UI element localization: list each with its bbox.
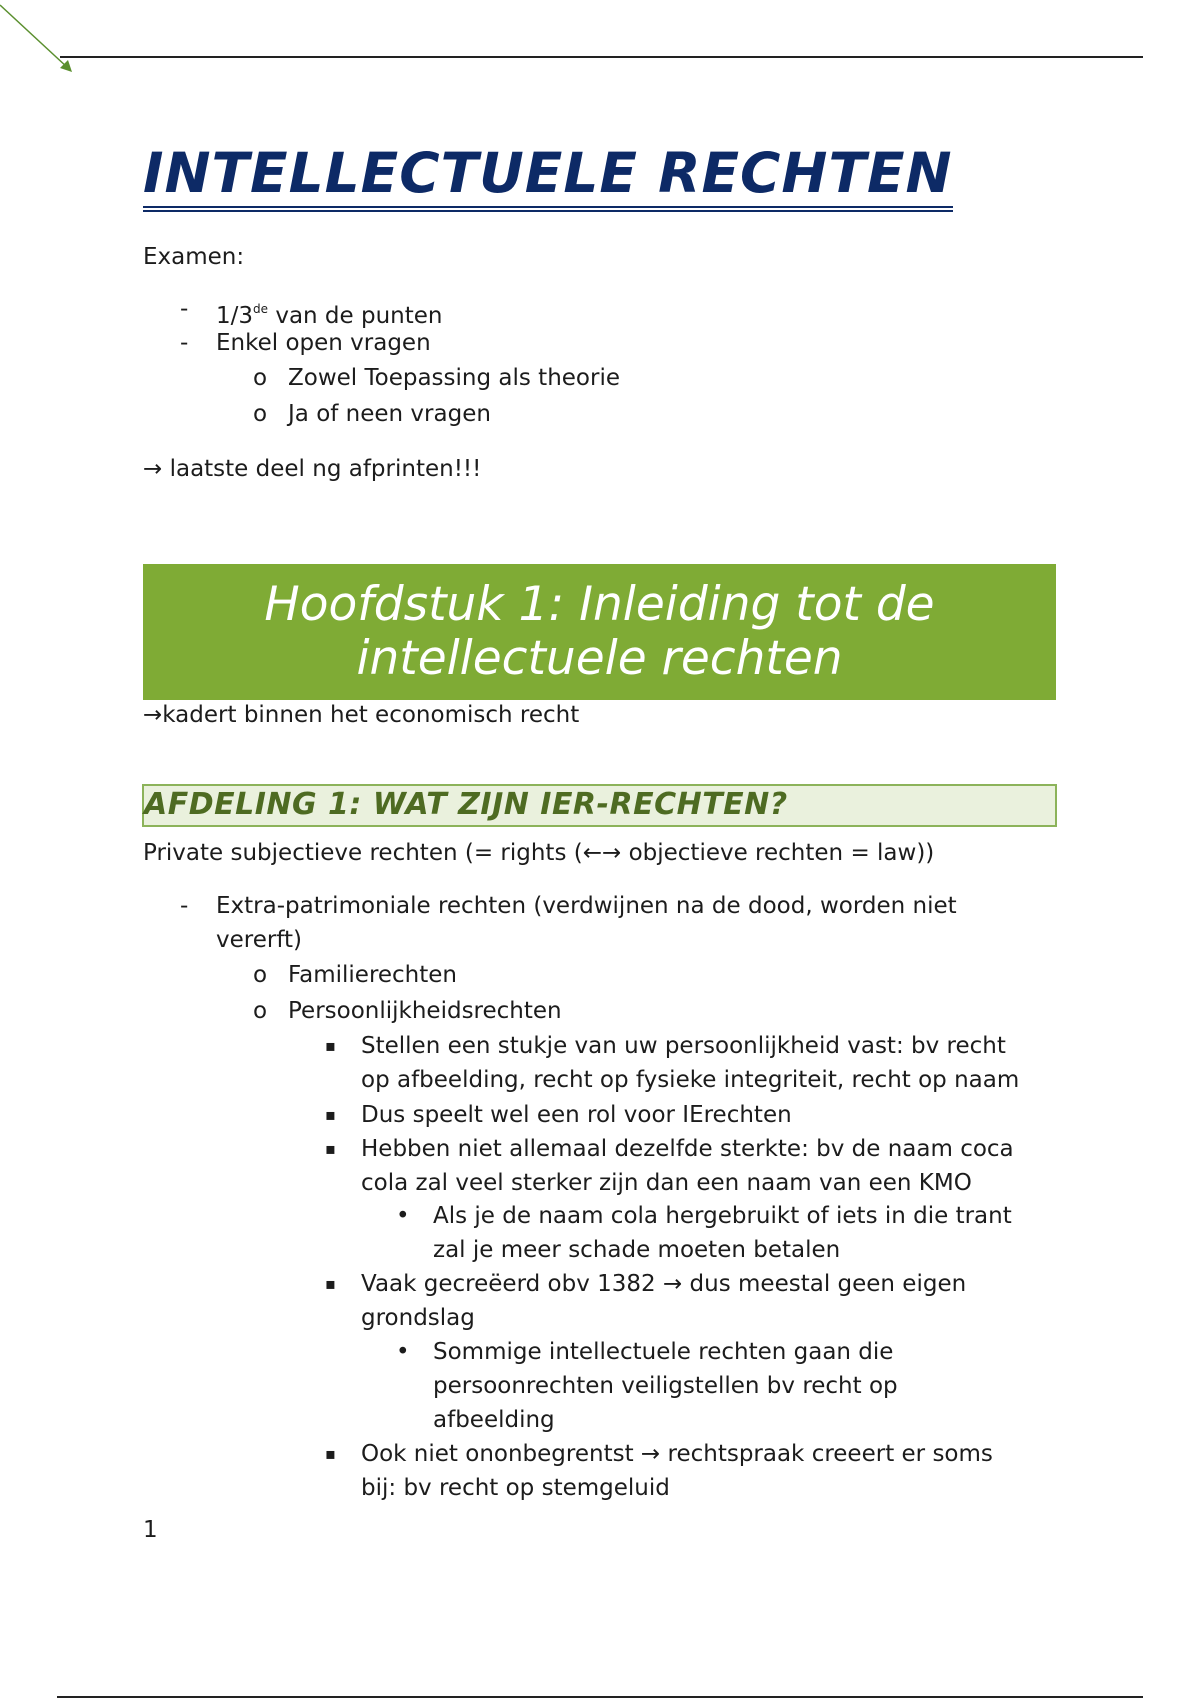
list-marker: o xyxy=(253,401,268,427)
list-marker: • xyxy=(396,1339,410,1365)
list-marker: ▪ xyxy=(325,1105,336,1124)
header-rule xyxy=(60,56,1143,58)
list-item: Als je de naam cola hergebruikt of iets in die trant zal je meer schade moeten betalen xyxy=(433,1203,1012,1263)
exam-note: → laatste deel ng afprinten!!! xyxy=(143,456,482,482)
list-marker: ▪ xyxy=(325,1274,336,1293)
list-marker: o xyxy=(253,998,268,1024)
list-marker: ▪ xyxy=(325,1444,336,1463)
list-marker: ▪ xyxy=(325,1036,336,1055)
footer-rule xyxy=(57,1696,1143,1698)
section-intro: Private subjectieve rechten (= rights (←→ objectieve rechten = law)) xyxy=(143,840,935,866)
list-item: Stellen een stukje van uw persoonlijkheid vast: bv recht op afbeelding, recht op fysieke integriteit, recht op naam xyxy=(361,1033,1020,1093)
chapter-heading xyxy=(143,564,1056,700)
list-marker: - xyxy=(180,330,189,356)
list-item: Familierechten xyxy=(288,962,458,988)
list-item: Persoonlijkheidsrechten xyxy=(288,998,562,1024)
list-marker: - xyxy=(180,296,189,322)
list-marker: o xyxy=(253,962,268,988)
list-item: Vaak gecreëerd obv 1382 → dus meestal geen eigen grondslag xyxy=(361,1271,967,1331)
chapter-heading-line: Hoofdstuk 1: Inleiding tot de xyxy=(264,577,935,632)
chapter-heading-line: intellectuele rechten xyxy=(356,631,843,686)
list-item: Extra-patrimoniale rechten (verdwijnen na de dood, worden niet vererft) xyxy=(216,893,957,953)
list-marker: o xyxy=(253,365,268,391)
list-item: Ook niet ononbegrentst → rechtspraak creeert er soms bij: bv recht op stemgeluid xyxy=(361,1441,993,1501)
list-item: Sommige intellectuele rechten gaan die persoonrechten veiligstellen bv recht op afbeelding xyxy=(433,1339,898,1433)
list-marker: - xyxy=(180,893,189,919)
list-marker: ▪ xyxy=(325,1139,336,1158)
list-item: 1/3de van de punten xyxy=(216,302,443,329)
list-item: Enkel open vragen xyxy=(216,330,431,356)
corner-arrow-icon xyxy=(0,0,90,90)
document-title: INTELLECTUELE RECHTEN xyxy=(143,140,953,212)
section-heading: AFDELING 1: WAT ZIJN IER-RECHTEN? xyxy=(142,784,1057,827)
list-marker: • xyxy=(396,1203,410,1229)
exam-label: Examen: xyxy=(143,244,245,270)
chapter-note: →kadert binnen het economisch recht xyxy=(143,702,580,728)
list-item: Zowel Toepassing als theorie xyxy=(288,365,620,391)
page-number: 1 xyxy=(143,1517,158,1543)
list-item: Hebben niet allemaal dezelfde sterkte: bv de naam coca cola zal veel sterker zijn dan een naam van een KMO xyxy=(361,1136,1014,1196)
list-item: Ja of neen vragen xyxy=(288,401,491,427)
list-item: Dus speelt wel een rol voor IErechten xyxy=(361,1102,792,1128)
